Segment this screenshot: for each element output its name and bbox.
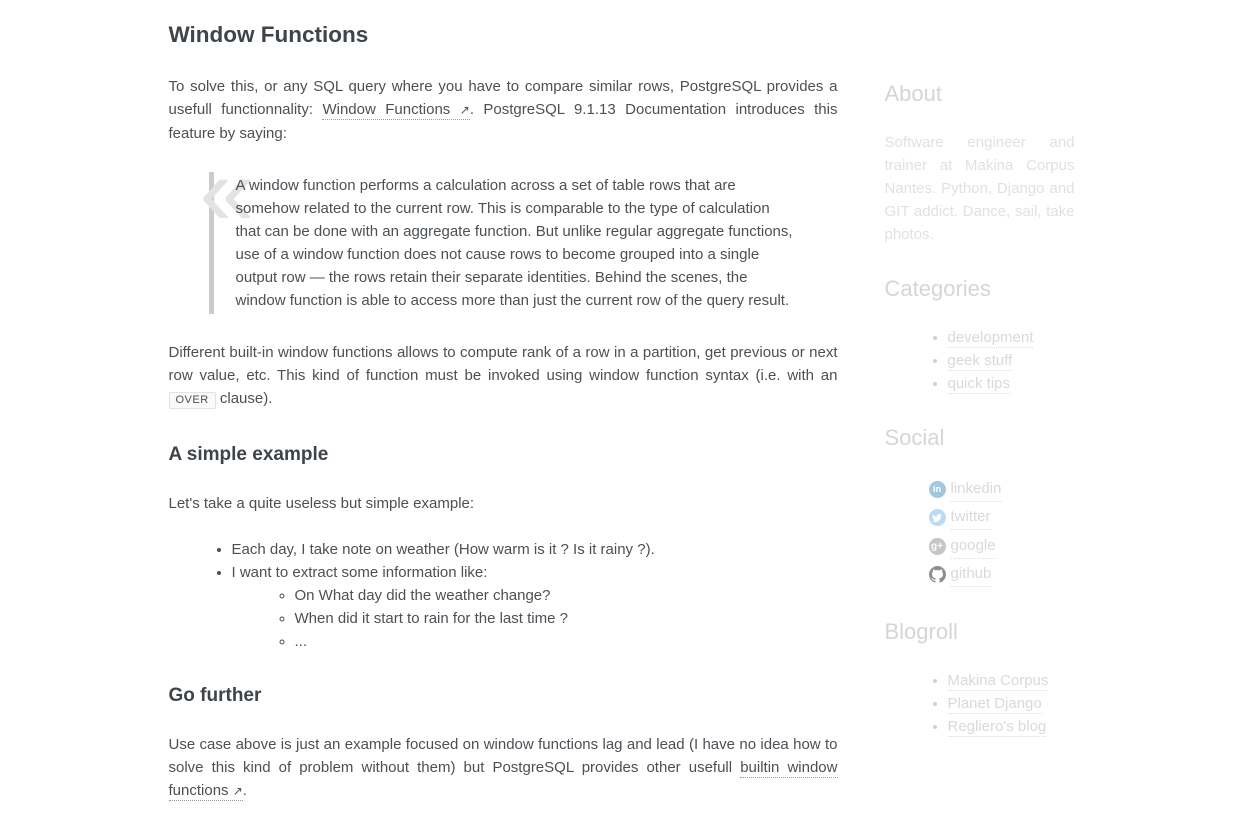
blogroll-link-planet-django[interactable]: Planet Django — [947, 695, 1042, 712]
category-link-geek-stuff[interactable]: geek stuff — [947, 352, 1013, 369]
category-link-quick-tips[interactable]: quick tips — [947, 375, 1011, 392]
external-link-icon: ↗ — [232, 784, 243, 798]
list-item — [948, 669, 1075, 692]
list-item: ◦ On What day did the weather change? — [295, 584, 838, 607]
go-further-text-after: . — [242, 782, 247, 799]
list-item — [929, 561, 1075, 590]
go-further-paragraph — [169, 733, 838, 803]
list-item — [948, 715, 1075, 738]
builtin-text-after: clause). — [215, 390, 273, 407]
twitter-icon[interactable] — [929, 509, 946, 526]
example-intro-paragraph: Let's take a quite useless but simple example: — [168, 495, 475, 512]
builtin-text-before: Different built-in window functions allows to compute rank of a row in a partition, get previous or next row value, etc. This kind of function must be invoked using window function syntax (i.e. with an — [168, 344, 838, 384]
categories-list — [885, 326, 1075, 395]
linkedin-icon[interactable]: in — [929, 481, 946, 498]
sidebar-heading-blogroll: Blogroll — [884, 619, 958, 644]
external-link-icon: ↗ — [459, 103, 470, 117]
sidebar-heading-about: About — [884, 81, 942, 106]
go-further-text-before: Use case above is just an example focused on window functions lag and lead (I have no idea how to solve this kind of problem without them) but PostgreSQL provides other usefull — [168, 736, 838, 776]
builtin-window-functions-link-label: builtin window functions — [168, 759, 838, 799]
window-functions-link-label: Window Functions — [322, 101, 451, 118]
builtin-functions-paragraph — [169, 341, 838, 412]
list-item-text: I want to extract some information like: — [231, 564, 488, 581]
article — [169, 21, 838, 826]
sidebar — [885, 21, 1075, 826]
blogroll-list — [885, 669, 1075, 738]
sidebar-heading-categories: Categories — [884, 276, 991, 301]
list-item — [948, 349, 1075, 372]
window-functions-link[interactable] — [322, 101, 469, 120]
list-item — [929, 475, 1075, 504]
social-list — [885, 475, 1075, 589]
about-text: Software engineer and trainer at Makina Corpus Nantes. Python, Django and GIT addict. Dance, sail, take photos. — [884, 134, 1075, 243]
intro-paragraph — [169, 75, 838, 145]
google-link[interactable]: google — [951, 534, 996, 559]
sidebar-heading-social: Social — [884, 425, 945, 450]
documentation-quote — [199, 136, 798, 314]
section-title-simple-example: A simple example — [168, 444, 329, 465]
example-list — [169, 538, 838, 653]
github-link[interactable]: github — [951, 562, 992, 587]
list-item — [232, 561, 838, 653]
list-item — [929, 504, 1075, 533]
intro-text-after: . PostgreSQL 9.1.13 Documentation introduces this feature by saying: — [168, 101, 838, 142]
google-plus-icon[interactable]: g+ — [929, 538, 946, 555]
over-keyword-code: OVER — [169, 392, 216, 409]
list-item: ◦ ... — [295, 630, 838, 653]
list-item — [929, 532, 1075, 561]
list-item: • Each day, I take note on weather (How warm is it ? Is it rainy ?). — [232, 538, 838, 561]
blogroll-link-regliero-blog[interactable]: Regliero's blog — [947, 718, 1047, 735]
linkedin-link[interactable]: linkedin — [951, 477, 1002, 502]
blogroll-link-makina-corpus[interactable]: Makina Corpus — [947, 672, 1049, 689]
list-item — [948, 692, 1075, 715]
example-sub-list — [232, 584, 838, 653]
github-icon[interactable] — [929, 566, 946, 583]
list-item — [948, 326, 1075, 349]
category-link-development[interactable]: development — [947, 329, 1034, 346]
quote-mark-icon: « — [199, 136, 255, 246]
section-title-go-further: Go further — [168, 685, 262, 706]
twitter-link[interactable]: twitter — [951, 505, 991, 530]
list-item — [948, 372, 1075, 395]
intro-text-before: To solve this, or any SQL query where you have to compare similar rows, PostgreSQL provides a usefull functionnality: — [168, 78, 838, 118]
list-item: ◦ When did it start to rain for the last time ? — [295, 607, 838, 630]
quote-text: A window function performs a calculation across a set of table rows that are somehow related to the current row. This is comparable to the type of calculation that can be done with an aggregate function. But unlike regular aggregate functions, use of a window function does not cause rows to become grouped into a single output row — the rows retain their separate identities. Behind the scenes, the window function is able to access more than just the current row of the query result. — [235, 177, 793, 309]
page — [169, 0, 1075, 826]
article-title: Window Functions — [168, 22, 369, 47]
